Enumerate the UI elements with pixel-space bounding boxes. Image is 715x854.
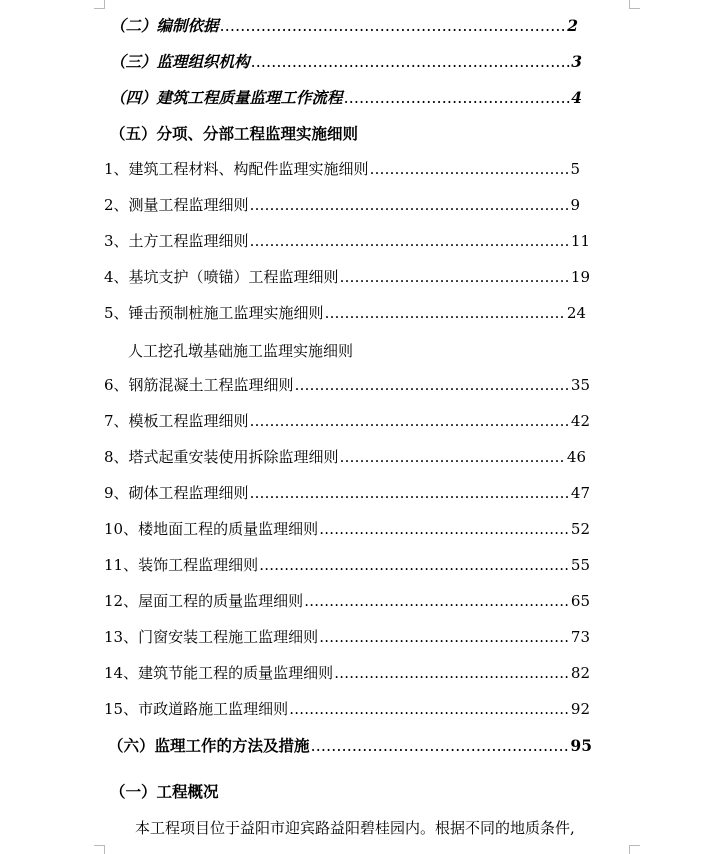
- toc-entry-title: 7、模板工程监理细则: [104, 412, 249, 430]
- toc-entry[interactable]: [110, 50, 582, 74]
- toc-entry[interactable]: [104, 554, 590, 578]
- toc-leader-dots: [370, 160, 570, 178]
- toc-entry-page: 73: [570, 628, 590, 646]
- toc-entry-title: （六）监理工作的方法及措施: [108, 736, 310, 755]
- toc-leader-dots: [344, 89, 571, 107]
- toc-entry-page: 92: [570, 700, 590, 718]
- toc-leader-dots: [220, 17, 567, 35]
- toc-entry-page: 55: [570, 556, 590, 574]
- toc-leader-dots: [250, 412, 570, 430]
- toc-entry[interactable]: [104, 590, 590, 614]
- toc-leader-dots: [250, 232, 570, 250]
- toc-entry[interactable]: [110, 14, 578, 38]
- toc-entry-page: 19: [570, 268, 590, 286]
- toc-entry[interactable]: [104, 194, 580, 218]
- toc-entry-title: 4、基坑支护（喷锚）工程监理细则: [104, 268, 339, 286]
- toc-entry-page: 24: [566, 304, 586, 322]
- toc-sub-entry[interactable]: 人工挖孔墩基础施工监理实施细则: [128, 342, 354, 360]
- crop-mark-top-left: [94, 0, 105, 9]
- toc-entry-title: 13、门窗安装工程施工监理细则: [104, 628, 319, 646]
- toc-section-heading[interactable]: [110, 122, 410, 146]
- toc-entry-page: 35: [570, 376, 590, 394]
- toc-leader-dots: [295, 376, 570, 394]
- toc-entry[interactable]: [104, 446, 586, 470]
- toc-entry-title: （四）建筑工程质量监理工作流程: [110, 88, 343, 107]
- toc-entry[interactable]: [104, 302, 586, 326]
- toc-entry[interactable]: [104, 518, 590, 542]
- toc-entry-page: 2: [567, 16, 578, 35]
- toc-entry[interactable]: [104, 410, 590, 434]
- toc-entry-page: 4: [571, 88, 582, 107]
- toc-entry-page: 65: [570, 592, 590, 610]
- toc-entry-page: 3: [571, 52, 582, 71]
- toc-entry[interactable]: [104, 482, 590, 506]
- toc-entry-page: 11: [570, 232, 590, 250]
- toc-entry-title: 12、屋面工程的质量监理细则: [104, 592, 304, 610]
- toc-leader-dots: [304, 592, 570, 610]
- toc-entry-title: 1、建筑工程材料、构配件监理实施细则: [104, 160, 369, 178]
- toc-entry-page: 82: [570, 664, 590, 682]
- toc-entry-title: 11、装饰工程监理细则: [104, 556, 259, 574]
- toc-entry[interactable]: [104, 266, 590, 290]
- toc-entry-page: 47: [570, 484, 590, 502]
- toc-entry-title: 3、土方工程监理细则: [104, 232, 249, 250]
- toc-leader-dots: [289, 700, 570, 718]
- toc-entry-title: 9、砌体工程监理细则: [104, 484, 249, 502]
- toc-entry-title: 2、测量工程监理细则: [104, 196, 249, 214]
- toc-entry-title: 10、楼地面工程的质量监理细则: [104, 520, 319, 538]
- toc-entry-page: 95: [570, 736, 592, 755]
- toc-entry-title: （五）分项、分部工程监理实施细则: [110, 124, 359, 143]
- toc-entry-page: 5: [570, 160, 580, 178]
- crop-mark-top-right: [629, 0, 640, 9]
- toc-leader-dots: [259, 556, 570, 574]
- toc-leader-dots: [251, 53, 571, 71]
- toc-leader-dots: [319, 628, 570, 646]
- toc-entry[interactable]: [104, 158, 580, 182]
- toc-entry[interactable]: [104, 230, 590, 254]
- toc-entry-page: 46: [566, 448, 586, 466]
- toc-entry-page: 42: [570, 412, 590, 430]
- toc-entry[interactable]: [104, 698, 590, 722]
- toc-entry-title: （二）编制依据: [110, 16, 219, 35]
- toc-leader-dots: [250, 196, 570, 214]
- toc-leader-dots: [319, 520, 570, 538]
- toc-entry[interactable]: [104, 662, 590, 686]
- toc-entry[interactable]: [104, 374, 590, 398]
- toc-entry-title: 15、市政道路施工监理细则: [104, 700, 289, 718]
- toc-leader-dots: [311, 737, 570, 755]
- toc-entry-title: 5、锤击预制桩施工监理实施细则: [104, 304, 324, 322]
- toc-entry-title: 6、钢筋混凝土工程监理细则: [104, 376, 294, 394]
- toc-entry-title: （三）监理组织机构: [110, 52, 250, 71]
- toc-leader-dots: [340, 268, 570, 286]
- toc-entry[interactable]: [110, 86, 582, 110]
- toc-leader-dots: [334, 664, 570, 682]
- toc-leader-dots: [250, 484, 570, 502]
- toc-entry[interactable]: [108, 734, 592, 758]
- body-paragraph: 本工程项目位于益阳市迎宾路益阳碧桂园内。根据不同的地质条件,: [135, 819, 575, 837]
- toc-entry[interactable]: [104, 626, 590, 650]
- toc-entry-page: 52: [570, 520, 590, 538]
- toc-entry-title: 8、塔式起重安装使用拆除监理细则: [104, 448, 339, 466]
- toc-entry-title: 14、建筑节能工程的质量监理细则: [104, 664, 334, 682]
- section-heading: （一）工程概况: [110, 782, 219, 801]
- toc-leader-dots: [340, 448, 566, 466]
- toc-entry-page: 9: [570, 196, 580, 214]
- toc-leader-dots: [325, 304, 566, 322]
